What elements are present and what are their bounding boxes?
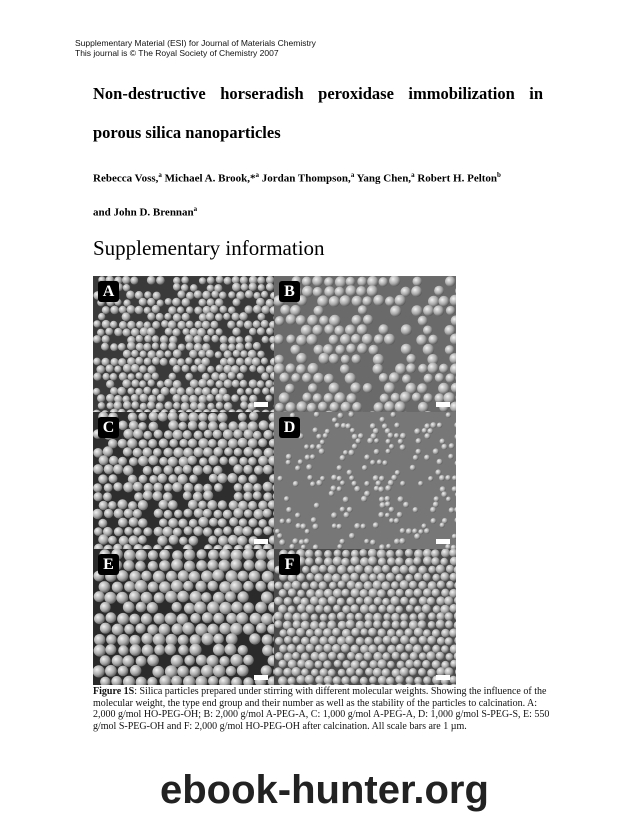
caption-label: Figure 1S — [93, 686, 135, 697]
figure-caption — [93, 686, 553, 732]
title-line-1: Non-destructive horseradish peroxidase immobilization in — [93, 84, 543, 103]
author-4: Yang Chen, — [356, 172, 412, 185]
panel-d — [274, 412, 456, 549]
panel-label: A — [98, 281, 119, 302]
sem-image-f — [274, 549, 456, 685]
author-2: Michael A. Brook,* — [164, 172, 256, 185]
panel-label: D — [279, 417, 300, 438]
panel-label: E — [98, 554, 119, 575]
scale-bar — [254, 675, 268, 680]
sem-figure — [93, 276, 456, 685]
sem-image-e — [93, 549, 274, 685]
paper-title — [93, 74, 543, 152]
sem-image-b — [274, 276, 456, 412]
sem-image-c — [93, 412, 274, 549]
scale-bar — [254, 539, 268, 544]
panel-e — [93, 549, 274, 685]
panel-label: C — [98, 417, 119, 438]
panel-f — [274, 549, 456, 685]
sem-image-a — [93, 276, 274, 412]
scale-bar — [254, 402, 268, 407]
scale-bar — [436, 402, 450, 407]
journal-header — [75, 38, 316, 58]
header-line-1: Supplementary Material (ESI) for Journal of Materials Chemistry — [75, 38, 316, 48]
section-heading: Supplementary information — [93, 236, 325, 260]
scale-bar — [436, 675, 450, 680]
author-list: Rebecca Voss,$^a$ Michael A. Brook,*$^a$ Jordan Thompson,$^a$ Yang Chen,$^a$ Robert H. Pelton$^b$ and John D. Brennan$^a$ — [93, 171, 501, 219]
sem-image-d — [274, 412, 456, 549]
panel-c — [93, 412, 274, 549]
author-6: and John D. Brennan — [93, 206, 194, 219]
scale-bar — [436, 539, 450, 544]
panel-b — [274, 276, 456, 412]
header-line-2: This journal is © The Royal Society of Chemistry 2007 — [75, 48, 279, 58]
author-5: Robert H. Pelton — [417, 172, 498, 185]
author-1: Rebecca Voss, — [93, 172, 159, 185]
caption-text: : Silica particles prepared under stirring with different molecular weights. Showing the influence of the molecular weight, the type end group and their number as well as the stability of the particles to calcination. A: 2,000 g/mol HO-PEG-OH; B: 2,000 g/mol A-PEG-A, C: 1,000 g/mol A-PEG-A, D: 1,000 g/mol S-PEG-S, E: 550 g/mol S-PEG-OH and F: 2,000 g/mol HO-PEG-OH after calcination. All scale bars are 1 µm. — [93, 686, 550, 732]
author-3: Jordan Thompson, — [261, 172, 351, 185]
title-line-2: porous silica nanoparticles — [93, 123, 281, 142]
panel-a — [93, 276, 274, 412]
panel-label: F — [279, 554, 300, 575]
panel-label: B — [279, 281, 300, 302]
watermark: ebook-hunter.org — [160, 768, 489, 812]
